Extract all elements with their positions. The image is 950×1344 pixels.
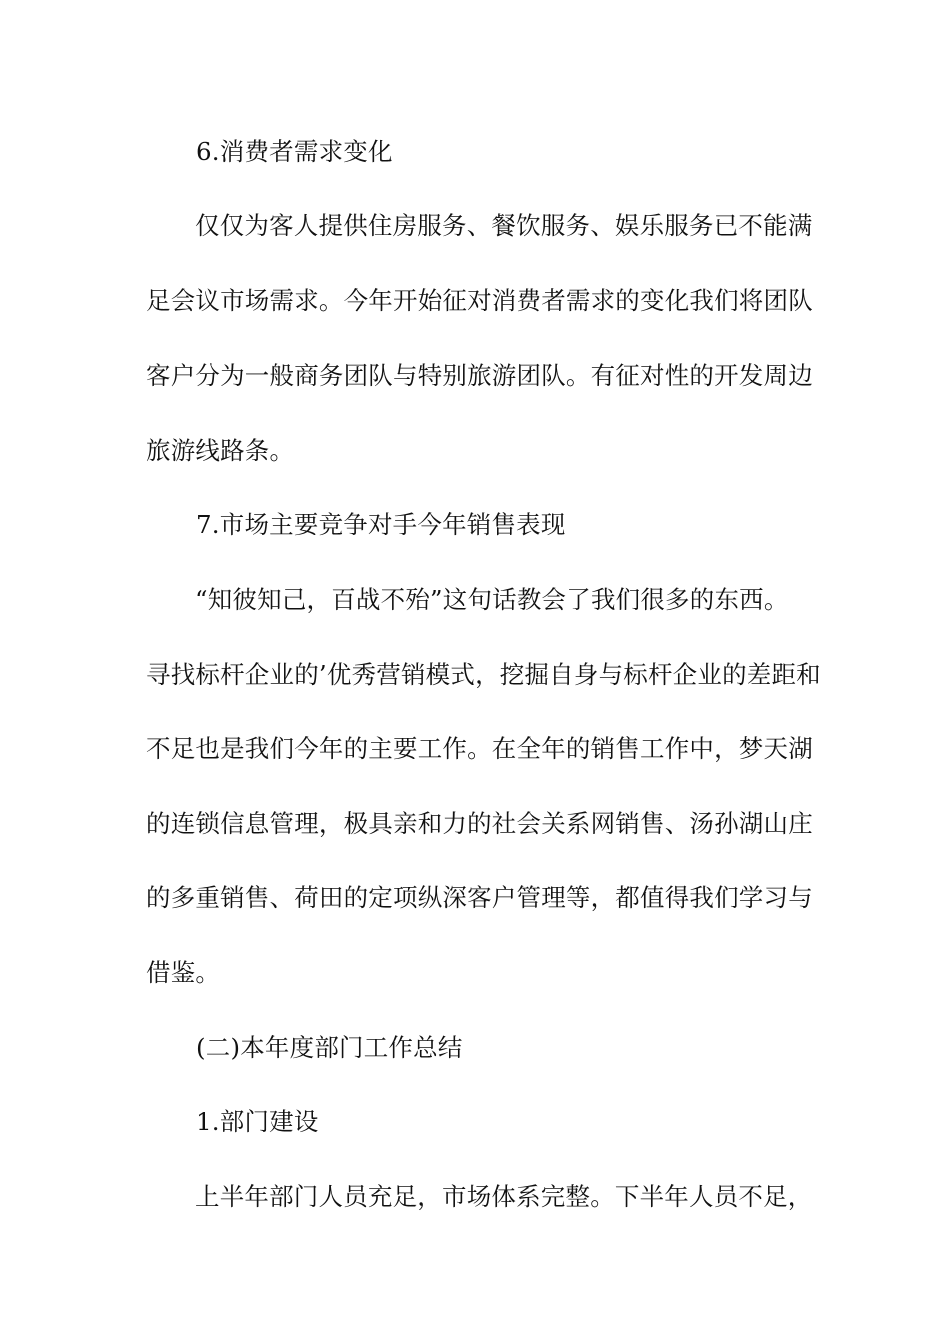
section-heading-competitors: 7.市场主要竞争对手今年销售表现 xyxy=(196,510,566,539)
paragraph-line: 客户分为一般商务团队与特别旅游团队。有征对性的开发周边 xyxy=(146,361,813,390)
section-heading-department-building: 1.部门建设 xyxy=(196,1107,319,1136)
section-heading-department-summary: (二)本年度部门工作总结 xyxy=(196,1033,463,1062)
paragraph-line: “知彼知己，百战不殆”这句话教会了我们很多的东西。 xyxy=(195,585,789,614)
paragraph-line: 寻找标杆企业的’优秀营销模式，挖掘自身与标杆企业的差距和 xyxy=(146,660,821,689)
section-heading-consumer-demand: 6.消费者需求变化 xyxy=(196,137,393,166)
paragraph-line: 借鉴。 xyxy=(146,958,221,987)
paragraph-line: 的连锁信息管理，极具亲和力的社会关系网销售、汤孙湖山庄 xyxy=(146,809,813,838)
paragraph-line: 不足也是我们今年的主要工作。在全年的销售工作中，梦天湖 xyxy=(146,734,813,763)
paragraph-line: 仅仅为客人提供住房服务、餐饮服务、娱乐服务已不能满 xyxy=(195,211,813,240)
paragraph-line: 的多重销售、荷田的定项纵深客户管理等，都值得我们学习与 xyxy=(146,883,813,912)
paragraph-line: 上半年部门人员充足，市场体系完整。下半年人员不足， xyxy=(195,1182,813,1211)
paragraph-line: 旅游线路条。 xyxy=(146,436,295,465)
paragraph-line: 足会议市场需求。今年开始征对消费者需求的变化我们将团队 xyxy=(146,286,813,315)
